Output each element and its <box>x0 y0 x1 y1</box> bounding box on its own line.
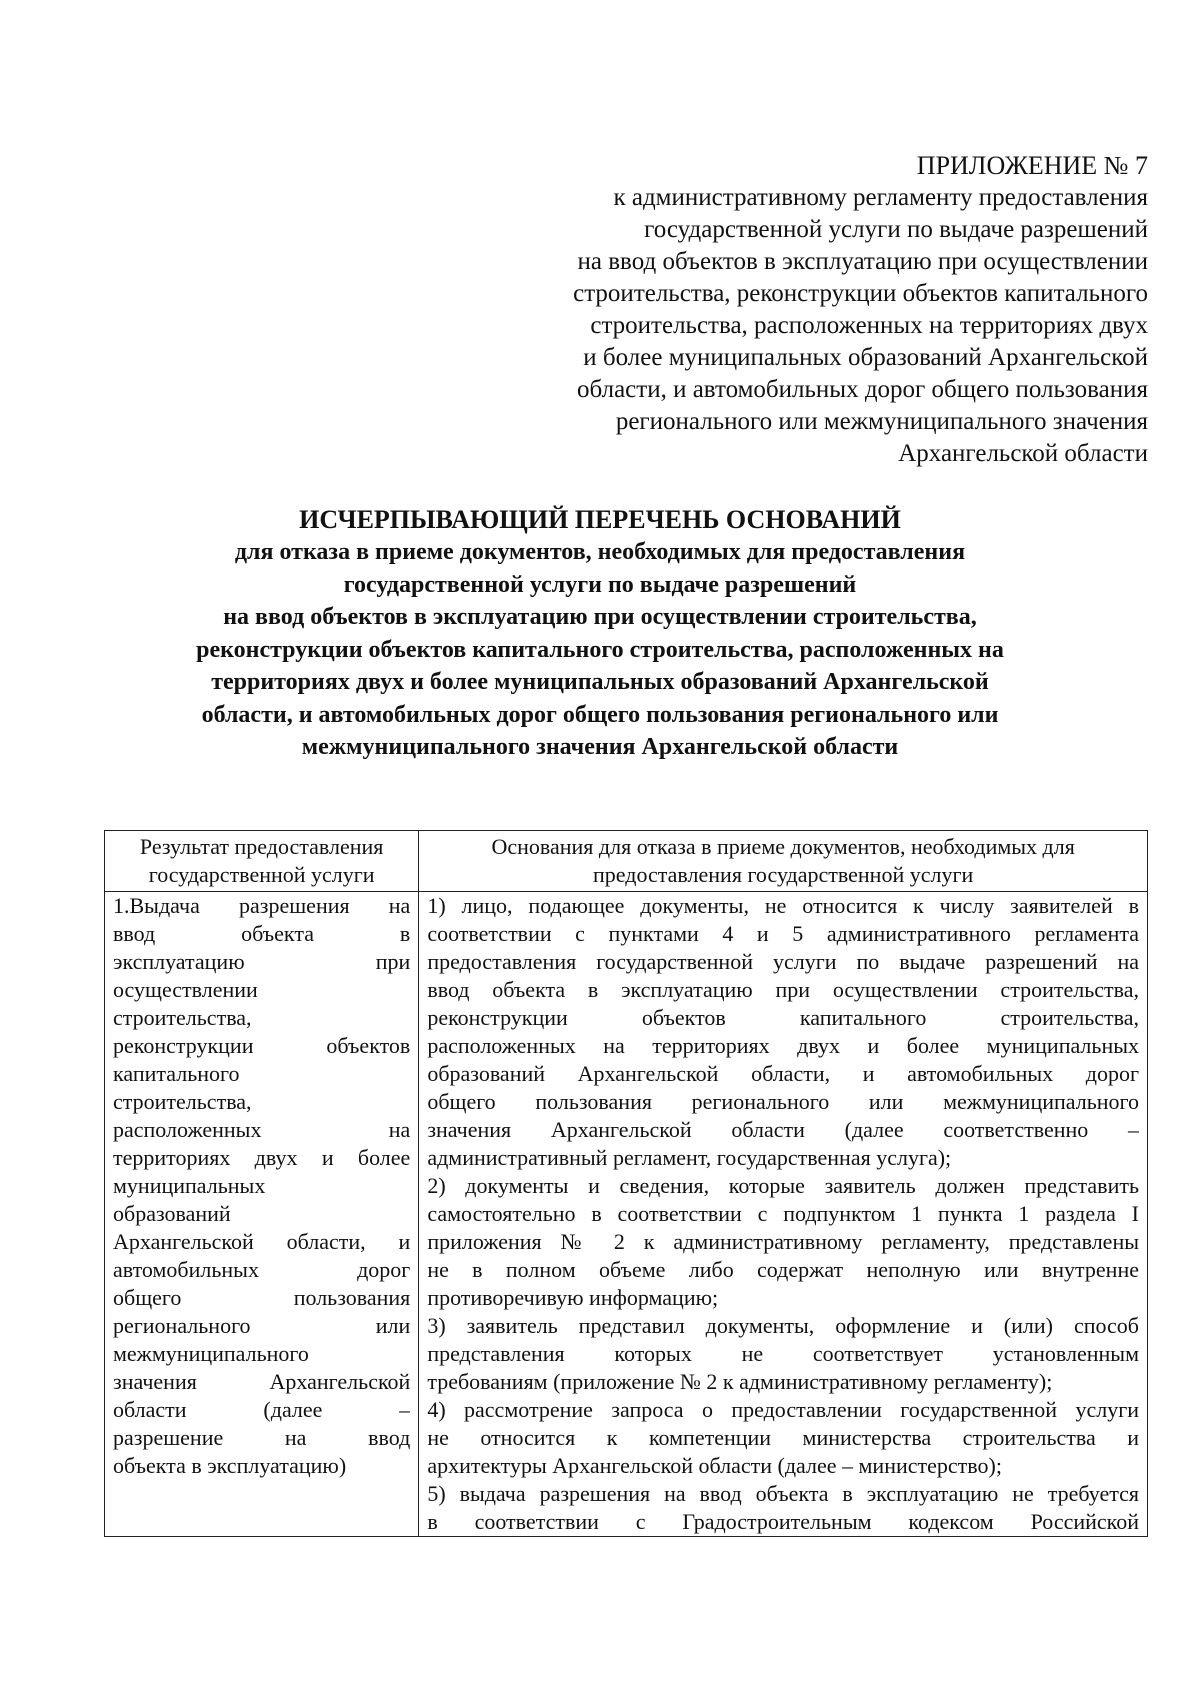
grounds-line: общего пользования регионального или межмуниципального <box>427 1089 1139 1114</box>
table-header-row <box>105 831 1148 892</box>
result-line: капитального <box>113 1061 240 1086</box>
result-line: 1.Выдача разрешения на <box>113 893 411 918</box>
result-line: расположенных на <box>113 1117 411 1142</box>
result-line: осуществлении <box>113 977 258 1002</box>
grounds-line: 2) документы и сведения, которые заявитель должен представить <box>427 1173 1139 1198</box>
grounds-table <box>104 830 1148 1537</box>
result-line: муниципальных <box>113 1173 266 1198</box>
result-line: области (далее – <box>113 1397 411 1422</box>
grounds-cell <box>419 892 1148 1537</box>
grounds-line: 1) лицо, подающее документы, не относится к числу заявителей в <box>427 893 1139 918</box>
grounds-line: приложения № 2 к административному регламенту, представлены <box>427 1229 1139 1254</box>
result-line: строительства, <box>113 1089 252 1114</box>
result-line: строительства, <box>113 1005 252 1030</box>
grounds-line: архитектуры Архангельской области (далее – министерство); <box>427 1453 1002 1478</box>
grounds-line: самостоятельно в соответствии с подпунктом 1 пункта 1 раздела I <box>427 1201 1139 1226</box>
grounds-line: представления которых не соответствует установленным <box>427 1341 1139 1366</box>
result-line: эксплуатацию при <box>113 949 411 974</box>
result-line: разрешение на ввод <box>113 1425 411 1450</box>
document-title <box>100 504 1100 764</box>
header-text-line: Результат предоставления <box>139 834 384 859</box>
grounds-line: 4) рассмотрение запроса о предоставлении государственной услуги <box>427 1397 1139 1422</box>
result-line: Архангельской области, и <box>113 1229 411 1254</box>
result-line: ввод объекта в <box>113 921 411 946</box>
grounds-line: 5) выдача разрешения на ввод объекта в эксплуатацию не требуется <box>427 1481 1139 1506</box>
result-line: реконструкции объектов <box>113 1033 411 1058</box>
appendix-block <box>448 150 1148 470</box>
grounds-line: не в полном объеме либо содержат неполную или внутренне <box>427 1257 1139 1282</box>
grounds-line: соответствии с пунктами 4 и 5 административного регламента <box>427 921 1139 946</box>
grounds-line: ввод объекта в эксплуатацию при осуществлении строительства, <box>427 977 1139 1002</box>
grounds-line: в соответствии с Градостроительным кодексом Российской <box>427 1509 1139 1534</box>
result-line: образований <box>113 1201 231 1226</box>
result-line: значения Архангельской <box>113 1369 411 1394</box>
title-main: ИСЧЕРПЫВАЮЩИЙ ПЕРЕЧЕНЬ ОСНОВАНИЙ <box>299 505 901 534</box>
header-text-line: государственной услуги <box>148 862 375 887</box>
appendix-line: на ввод объектов в эксплуатацию при осуществлении <box>577 248 1148 275</box>
grounds-line: реконструкции объектов капитального строительства, <box>427 1005 1139 1030</box>
result-line: территориях двух и более <box>113 1145 411 1170</box>
grounds-line: 3) заявитель представил документы, оформление и (или) способ <box>427 1313 1139 1338</box>
appendix-line: строительства, реконструкции объектов капитального <box>573 280 1148 307</box>
title-line: на ввод объектов в эксплуатацию при осуществлении строительства, <box>223 604 977 630</box>
result-line: регионального или <box>113 1313 411 1338</box>
appendix-line: государственной услуги по выдаче разрешений <box>644 216 1148 243</box>
grounds-line: противоречивую информацию; <box>427 1285 719 1310</box>
title-line: межмуниципального значения Архангельской области <box>301 734 899 760</box>
title-line: области, и автомобильных дорог общего пользования регионального или <box>201 701 999 728</box>
grounds-line: расположенных на территориях двух и более муниципальных <box>427 1033 1139 1058</box>
result-line: объекта в эксплуатацию) <box>113 1453 347 1478</box>
table-row <box>105 892 1148 1537</box>
result-line: автомобильных дорог <box>113 1257 411 1282</box>
result-line: межмуниципального <box>113 1341 309 1366</box>
result-cell <box>105 892 419 1537</box>
grounds-line: требованиям (приложение № 2 к административному регламенту); <box>427 1369 1053 1394</box>
title-line: для отказа в приеме документов, необходимых для предоставления <box>234 539 966 565</box>
title-line: территориях двух и более муниципальных образований Архангельской <box>211 669 989 695</box>
grounds-line: административный регламент, государственная услуга); <box>427 1145 952 1170</box>
title-line: реконструкции объектов капитального строительства, расположенных на <box>196 636 1004 663</box>
title-line: государственной услуги по выдаче разрешений <box>343 571 857 598</box>
grounds-line: значения Архангельской области (далее соответственно – <box>427 1117 1139 1142</box>
appendix-line: регионального или межмуниципального значения <box>615 408 1148 435</box>
grounds-line: образований Архангельской области, и автомобильных дорог <box>427 1061 1139 1086</box>
appendix-line: и более муниципальных образований Архангельской <box>583 344 1148 371</box>
grounds-line: не относится к компетенции министерства строительства и <box>427 1425 1139 1450</box>
header-text-line: предоставления государственной услуги <box>593 862 974 887</box>
header-text-line: Основания для отказа в приеме документов, необходимых для <box>491 834 1075 859</box>
appendix-line: области, и автомобильных дорог общего пользования <box>577 376 1148 403</box>
result-line: общего пользования <box>113 1285 411 1310</box>
appendix-heading: ПРИЛОЖЕНИЕ № 7 <box>916 151 1148 180</box>
appendix-line: Архангельской области <box>898 440 1148 467</box>
appendix-line: к административному регламенту предоставления <box>613 184 1148 211</box>
appendix-line: строительства, расположенных на территориях двух <box>590 312 1148 339</box>
header-result <box>105 831 419 892</box>
grounds-line: предоставления государственной услуги по выдаче разрешений на <box>427 949 1139 974</box>
header-grounds <box>419 831 1148 892</box>
